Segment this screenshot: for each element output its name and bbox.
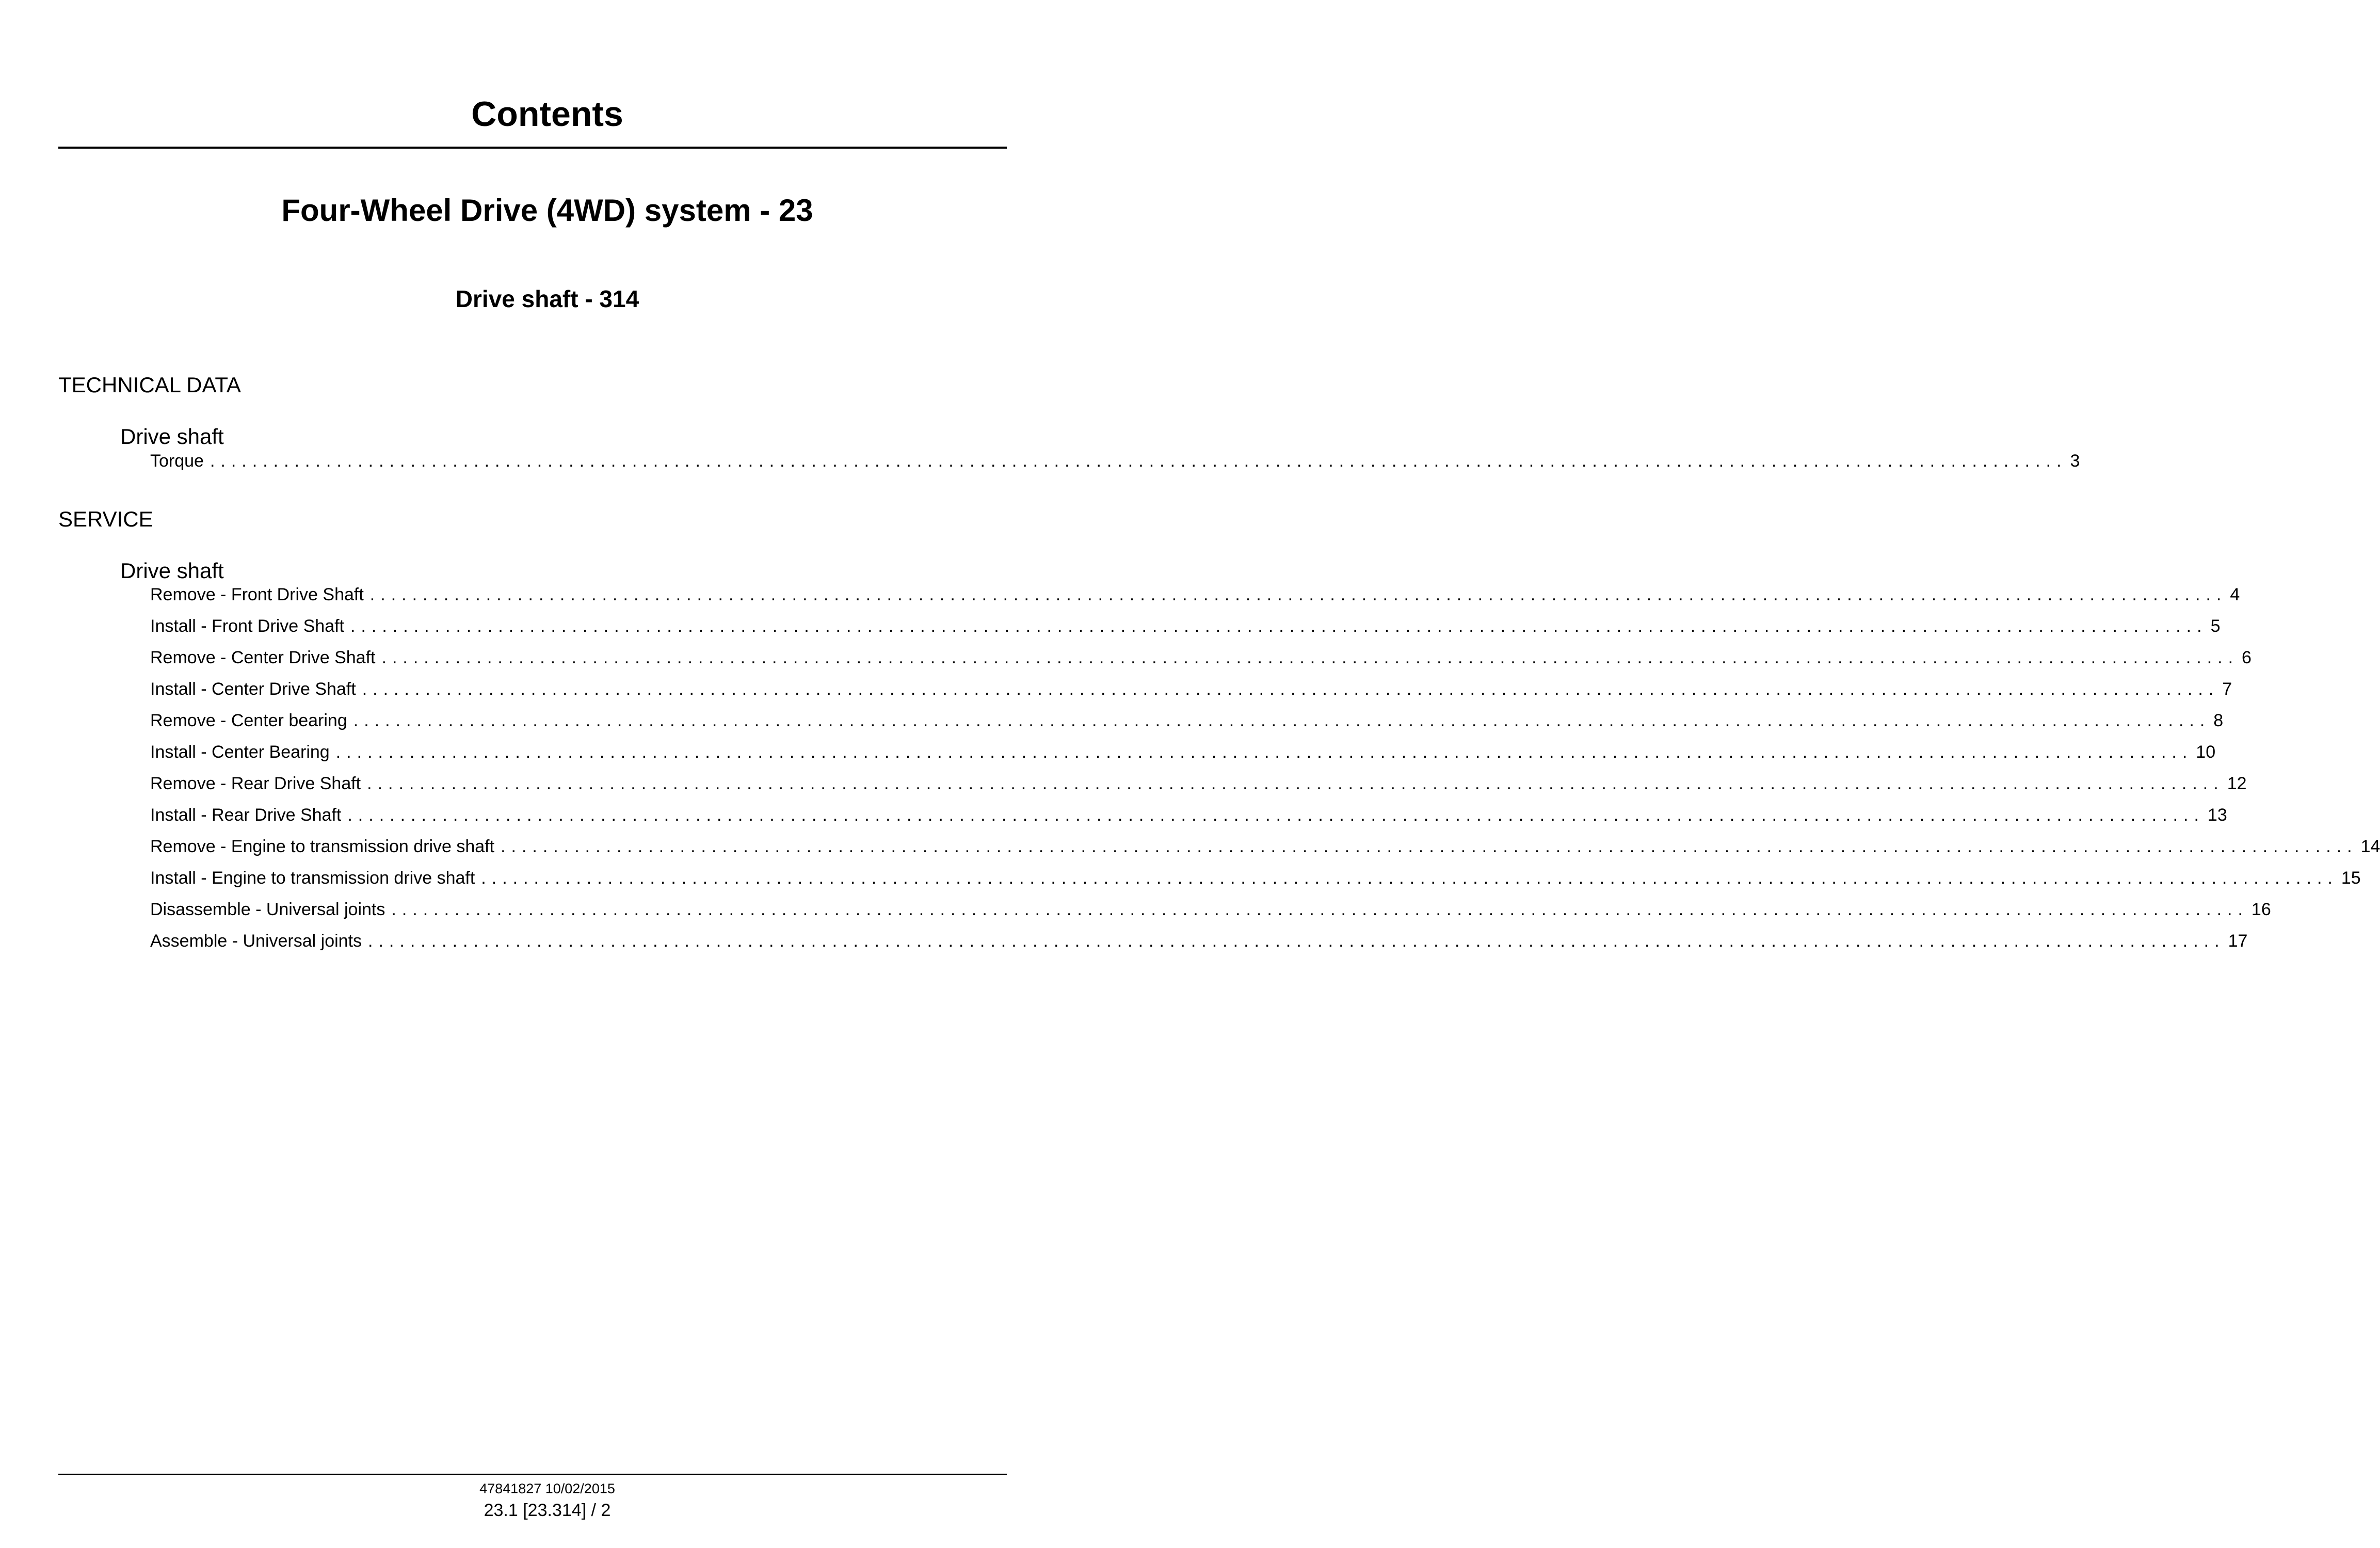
title-divider bbox=[58, 147, 1007, 149]
toc-entry[interactable] bbox=[150, 929, 2248, 953]
toc-entry-label: Install - Center Drive Shaft bbox=[150, 679, 356, 699]
group-heading-service: SERVICE bbox=[58, 507, 153, 531]
toc-entry-page: 7 bbox=[2222, 679, 2232, 699]
toc-entry-label: Remove - Center bearing bbox=[150, 711, 347, 730]
toc-entry[interactable] bbox=[150, 614, 2221, 638]
toc-entry[interactable] bbox=[150, 803, 2227, 827]
toc-entry-page: 12 bbox=[2227, 774, 2247, 793]
toc-entry-label: Torque bbox=[150, 451, 204, 471]
toc-entry-label: Remove - Front Drive Shaft bbox=[150, 585, 364, 604]
section-title: Drive shaft - 314 bbox=[455, 285, 639, 312]
dot-leader: ................................................................................................................................................................................ bbox=[367, 774, 2224, 793]
dot-leader: ................................................................................................................................................................................ bbox=[391, 900, 2248, 919]
dot-leader: ................................................................................................................................................................................ bbox=[369, 585, 2227, 604]
toc-entry-page: 6 bbox=[2242, 648, 2252, 667]
footer-document-reference: 47841827 10/02/2015 bbox=[479, 1481, 615, 1496]
subheading-drive-shaft: Drive shaft bbox=[120, 424, 224, 449]
dot-leader: ................................................................................................................................................................................ bbox=[368, 931, 2225, 951]
toc-entry-page: 16 bbox=[2251, 900, 2271, 919]
dot-leader: ................................................................................................................................................................................ bbox=[210, 451, 2067, 471]
dot-leader: ................................................................................................................................................................................ bbox=[362, 679, 2220, 699]
toc-entry[interactable] bbox=[150, 740, 2216, 764]
dot-leader: ................................................................................................................................................................................ bbox=[501, 837, 2358, 856]
toc-entry[interactable] bbox=[150, 449, 2080, 473]
toc-entry-page: 5 bbox=[2210, 616, 2221, 636]
toc-entry-label: Remove - Center Drive Shaft bbox=[150, 648, 376, 667]
toc-entry-page: 17 bbox=[2228, 931, 2248, 951]
toc-entry-page: 8 bbox=[2213, 711, 2224, 730]
toc-entry[interactable] bbox=[150, 646, 2252, 669]
dot-leader: ................................................................................................................................................................................ bbox=[353, 711, 2211, 730]
toc-entry-page: 14 bbox=[2360, 837, 2380, 856]
toc-entry-label: Install - Front Drive Shaft bbox=[150, 616, 345, 636]
toc-entry-page: 10 bbox=[2196, 742, 2216, 762]
toc-entry[interactable] bbox=[150, 583, 2240, 607]
toc-entry[interactable] bbox=[150, 677, 2232, 701]
dot-leader: ................................................................................................................................................................................ bbox=[350, 616, 2208, 636]
toc-entry-page: 13 bbox=[2207, 805, 2227, 825]
toc-entry[interactable] bbox=[150, 772, 2247, 795]
dot-leader: ................................................................................................................................................................................ bbox=[347, 805, 2205, 825]
dot-leader: ................................................................................................................................................................................ bbox=[381, 648, 2239, 667]
chapter-title: Four-Wheel Drive (4WD) system - 23 bbox=[281, 193, 813, 228]
footer-divider bbox=[58, 1474, 1007, 1475]
dot-leader: ................................................................................................................................................................................ bbox=[481, 868, 2338, 888]
toc-entry-label: Disassemble - Universal joints bbox=[150, 900, 385, 919]
dot-leader: ................................................................................................................................................................................ bbox=[335, 742, 2193, 762]
toc-entry[interactable] bbox=[150, 835, 2380, 858]
toc-entry-page: 15 bbox=[2341, 868, 2361, 888]
toc-entry-label: Install - Center Bearing bbox=[150, 742, 330, 762]
subheading-drive-shaft: Drive shaft bbox=[120, 558, 224, 583]
toc-entry-page: 3 bbox=[2070, 451, 2080, 471]
group-heading-technical-data: TECHNICAL DATA bbox=[58, 373, 241, 397]
toc-entry[interactable] bbox=[150, 898, 2271, 921]
toc-entry-label: Install - Engine to transmission drive shaft bbox=[150, 868, 475, 888]
toc-entry-label: Install - Rear Drive Shaft bbox=[150, 805, 342, 825]
toc-entry-label: Assemble - Universal joints bbox=[150, 931, 362, 951]
toc-entry-label: Remove - Engine to transmission drive shaft bbox=[150, 837, 495, 856]
toc-entry[interactable] bbox=[150, 866, 2361, 890]
toc-entry-page: 4 bbox=[2230, 585, 2240, 604]
toc-entry[interactable] bbox=[150, 709, 2224, 732]
footer-page-reference: 23.1 [23.314] / 2 bbox=[484, 1501, 611, 1520]
page-title: Contents bbox=[471, 94, 623, 134]
toc-entry-label: Remove - Rear Drive Shaft bbox=[150, 774, 361, 793]
